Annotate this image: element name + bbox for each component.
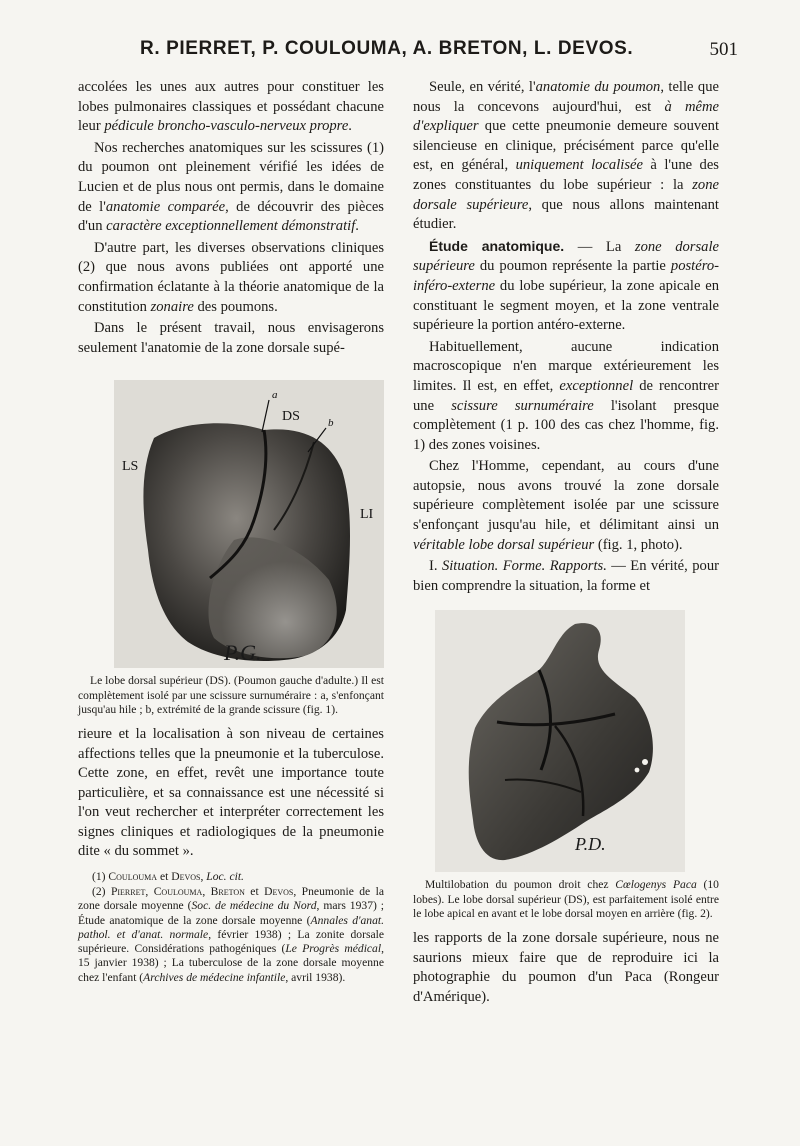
text-run: Le Progrès médical bbox=[285, 942, 382, 956]
text-run: — La bbox=[564, 238, 635, 255]
text-run: Situation. Forme. Rapports. bbox=[441, 558, 607, 575]
footnotes bbox=[78, 870, 384, 985]
text-run: Étude anatomique. bbox=[429, 237, 565, 254]
text-run: Nos recherches anatomiques sur les scissures (1) du poumon ont pleinement vérifié les idées de Lucien et de plus nous ont permis, dans le domaine de l' bbox=[78, 139, 384, 215]
figure-1-caption: Le lobe dorsal supérieur (DS). (Poumon gauche d'adulte.) Il est complètement isolé par une scissure surnuméraire : a, s'enfonçant jusqu'au hile ; b, extrémité de la grande scissure (fig. 1). bbox=[78, 674, 384, 716]
text-run: anatomie du poumon bbox=[535, 79, 661, 95]
text-run: et bbox=[157, 870, 172, 884]
text-run: Cœlogenys Paca bbox=[615, 878, 697, 892]
text-run: accolées les unes aux autres pour constituer les lobes pulmonaires classiques et possédant chacune leur bbox=[78, 79, 384, 135]
text-run: Chez l'Homme, cependant, au cours d'une autopsie, nous avons trouvé la zone dorsale supérieure complètement isolée par une scissure s'enfonçant jusqu'au hile, et délimitant ainsi un bbox=[413, 458, 719, 534]
text-run: Annales d'anat. pathol. et d'anat. normale bbox=[78, 913, 384, 941]
text-run: les rapports de la zone dorsale supérieure, nous ne saurions mieux faire que de reproduire ici la photographie du poumon d'un Paca (Rongeur d'Amérique). bbox=[413, 930, 719, 1005]
photo-signature: P.G. bbox=[224, 640, 262, 666]
text-run: D'autre part, les diverses observations cliniques (2) que nous avons publiées ont apporté une confirmation éclatante à la théorie anatomique de la constitution bbox=[78, 239, 384, 315]
right-column bbox=[413, 78, 719, 1009]
figure-1-photo bbox=[114, 380, 384, 668]
text-run: Devos bbox=[264, 885, 294, 899]
text-run: anatomie comparée bbox=[105, 198, 226, 215]
text-run: l'isolant presque complètement (1 p. 100 des cas chez l'homme, fig. 1) des zones voisines. bbox=[413, 397, 719, 453]
text-run: Soc. de médecine du Nord bbox=[191, 899, 317, 913]
label-li: LI bbox=[360, 507, 374, 523]
text-run: zonaire bbox=[150, 298, 194, 315]
text-run: I. bbox=[429, 558, 442, 575]
paragraph bbox=[78, 725, 384, 862]
text-run: (1) bbox=[92, 870, 109, 884]
figure-2-photo bbox=[435, 610, 685, 872]
text-run: (10 lobes). Le lobe dorsal supérieur (DS), est parfaitement isolé entre le lobe apical en avant et le lobe dorsal moyen en arrière (fig. 2). bbox=[413, 878, 719, 920]
running-head-authors: R. PIERRET, P. COULOUMA, A. BRETON, L. DEVOS. bbox=[140, 38, 634, 59]
paragraph bbox=[413, 457, 719, 555]
text-run: . bbox=[355, 218, 359, 235]
text-run: Seule, en vérité, l' bbox=[429, 79, 536, 95]
lung-photo-left bbox=[114, 380, 384, 668]
text-run: , avril 1938). bbox=[285, 970, 346, 984]
running-head bbox=[78, 38, 738, 68]
paragraph bbox=[413, 338, 719, 456]
label-ds: DS bbox=[282, 409, 300, 425]
paragraph bbox=[78, 139, 384, 237]
text-run: , mars 1937) ; Étude anatomique de la zone dorsale moyenne ( bbox=[78, 899, 384, 927]
text-run: Pierret, Coulouma, Breton bbox=[110, 885, 245, 899]
text-run: , février 1938) ; La zonite dorsale supérieure. Considérations pathogéniques ( bbox=[78, 927, 384, 956]
text-run: (2) bbox=[92, 885, 111, 899]
text-run: , que nous allons maintenant étudier. bbox=[413, 196, 719, 233]
text-run: scissure surnuméraire bbox=[451, 397, 594, 414]
text-run: que cette pneumonie demeure souvent silencieuse en clinique, précisément parce qu'elle est, en général, bbox=[413, 118, 719, 174]
text-run: , Pneumonie de la zone dorsale moyenne ( bbox=[78, 885, 384, 913]
label-a: a bbox=[272, 389, 278, 402]
text-run: , de découvrir des pièces d'un bbox=[78, 198, 384, 235]
paragraph bbox=[413, 237, 719, 336]
text-run: du lobe supérieur, la zone apicale en constituant le segment moyen, et la zone ventrale supérieure la portion antéro-externe. bbox=[413, 277, 719, 334]
text-run: . bbox=[348, 118, 352, 135]
text-run: Loc. cit. bbox=[206, 870, 244, 884]
text-run: rieure et la localisation à son niveau de certaines affections telles que la pneumonie et la tuberculose. Cette zone, en effet, revêt une importance toute particulière, et sa connaissance est une nécessité si l'on veut rechercher et interpréter correctement les signes cliniques et radiologiques de la pneumonie dite « du sommet ». bbox=[78, 725, 384, 860]
text-run: exceptionnel bbox=[559, 377, 634, 394]
text-run: postéro-inféro-externe bbox=[413, 258, 719, 294]
left-column bbox=[78, 78, 384, 986]
text-run: , 15 janvier 1938) ; La tuberculose de la zone dorsale moyenne chez l'enfant ( bbox=[78, 942, 384, 984]
label-b: b bbox=[328, 417, 334, 430]
figure-2-caption bbox=[413, 878, 719, 921]
text-run: du poumon représente la partie bbox=[474, 258, 671, 275]
photo-signature: P.D. bbox=[575, 834, 606, 855]
text-run: des poumons. bbox=[193, 298, 278, 315]
paragraph bbox=[78, 319, 384, 358]
text-run: à même d'expliquer bbox=[413, 98, 719, 135]
text-run: Dans le présent travail, nous envisagerons seulement l'anatomie de la zone dorsale supé- bbox=[78, 320, 384, 356]
text-run: , bbox=[200, 870, 207, 884]
paragraph bbox=[78, 78, 384, 137]
paragraph bbox=[413, 929, 719, 1007]
text-run: Multilobation du poumon droit chez bbox=[425, 878, 616, 892]
paragraph bbox=[413, 78, 719, 235]
paragraph bbox=[413, 557, 719, 596]
text-run: pédicule broncho-vasculo-nerveux propre bbox=[104, 118, 349, 135]
text-run: et bbox=[244, 885, 265, 899]
text-run: (fig. 1, photo). bbox=[594, 536, 683, 553]
text-run: Devos bbox=[171, 870, 201, 884]
text-run: Archives de médecine infantile bbox=[143, 970, 286, 984]
label-ls: LS bbox=[122, 459, 139, 475]
footnote-2 bbox=[78, 885, 384, 984]
text-run: zone dorsale supérieure bbox=[413, 176, 719, 213]
text-run: à l'une des zones constituantes du lobe supérieur : la bbox=[413, 157, 719, 193]
text-run: Habituellement, aucune indication macroscopique n'en marque extérieurement les limites. Il est, en effet, bbox=[413, 338, 719, 394]
footnote-1 bbox=[78, 870, 384, 884]
text-run: caractère exceptionnellement démonstratif bbox=[106, 218, 356, 235]
paragraph bbox=[78, 239, 384, 317]
text-run: véritable lobe dorsal supérieur bbox=[413, 536, 595, 553]
text-run: Coulouma bbox=[108, 870, 158, 884]
lung-photo-right bbox=[435, 610, 685, 872]
text-run: zone dorsale supérieure bbox=[413, 238, 719, 275]
text-run: de rencontrer une bbox=[413, 377, 720, 414]
text-run: uniquement localisée bbox=[515, 157, 643, 174]
text-run: , telle que nous la concevons aujourd'hui, est bbox=[413, 79, 719, 115]
page-number: 501 bbox=[709, 39, 738, 60]
text-run: — En vérité, pour bien comprendre la situation, la forme et bbox=[413, 558, 719, 594]
